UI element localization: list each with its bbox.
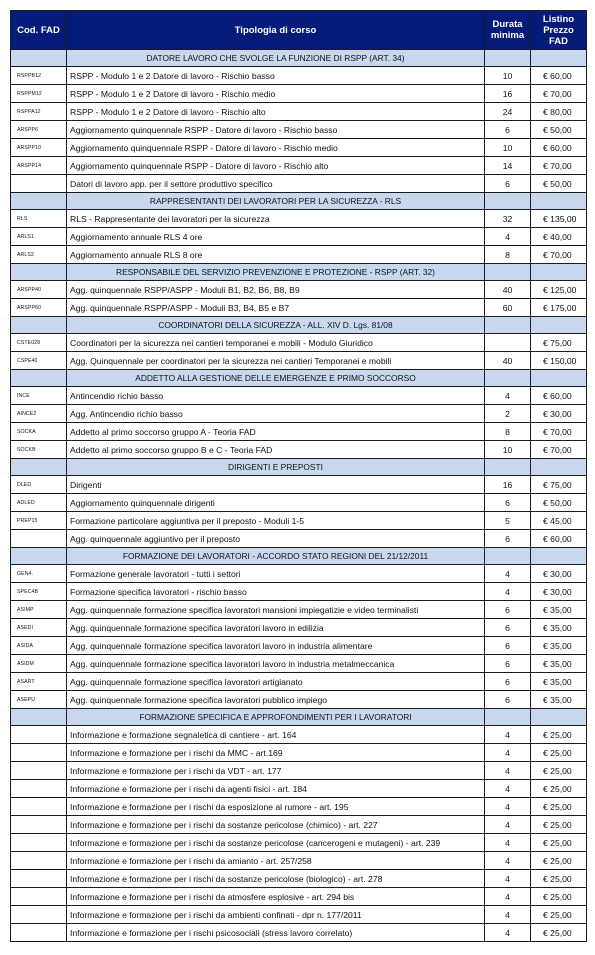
table-row: [11, 583, 587, 601]
course-price: € 25,00: [531, 816, 587, 834]
course-title: Informazione e formazione per i rischi da sostanze pericolose (biologico) - art. 278: [67, 870, 485, 888]
course-code: ARLS2: [11, 246, 67, 264]
course-price: € 25,00: [531, 762, 587, 780]
course-code: [11, 780, 67, 798]
course-title: Aggiornamento annuale RLS 8 ore: [67, 246, 485, 264]
course-price: € 150,00: [531, 352, 587, 370]
course-price: € 30,00: [531, 583, 587, 601]
course-title: Aggiornamento quinquennale RSPP - Datore di lavoro - Rischio medio: [67, 139, 485, 157]
table-row: [11, 441, 587, 459]
course-price: € 60,00: [531, 530, 587, 548]
table-row: [11, 246, 587, 264]
course-title: Agg. quinquennale RSPP/ASPP - Moduli B1, B2, B6, B8, B9: [67, 281, 485, 299]
table-row: [11, 157, 587, 175]
course-code: RLS: [11, 210, 67, 228]
course-title: Informazione e formazione per i rischi da esposizione al rumore - art. 195: [67, 798, 485, 816]
course-duration: 40: [485, 281, 531, 299]
table-row: [11, 619, 587, 637]
course-code: ASIDM: [11, 655, 67, 673]
course-code: [11, 906, 67, 924]
table-row: [11, 423, 587, 441]
course-price: € 60,00: [531, 387, 587, 405]
section-header-row: [11, 50, 587, 67]
course-price: € 25,00: [531, 870, 587, 888]
course-code: PREP15: [11, 512, 67, 530]
course-duration: 4: [485, 565, 531, 583]
course-code: ARSPP6: [11, 121, 67, 139]
section-blank-cell: [11, 548, 67, 565]
course-code: ARSPP14: [11, 157, 67, 175]
table-row: [11, 175, 587, 193]
course-code: ASIDA: [11, 637, 67, 655]
course-title: Aggiornamento quinquennale RSPP - Datore di lavoro - Rischio alto: [67, 157, 485, 175]
table-row: [11, 281, 587, 299]
course-title: Formazione generale lavoratori - tutti i settori: [67, 565, 485, 583]
course-price: € 35,00: [531, 691, 587, 709]
course-price: € 45,00: [531, 512, 587, 530]
course-duration: 6: [485, 691, 531, 709]
course-title: Agg. Antincendio richio basso: [67, 405, 485, 423]
course-title: Datori di lavoro app. per il settore produttivo specifico: [67, 175, 485, 193]
section-header-row: [11, 264, 587, 281]
section-title: FORMAZIONE DEI LAVORATORI - ACCORDO STATO REGIONI DEL 21/12/2011: [67, 548, 485, 565]
course-price: € 70,00: [531, 85, 587, 103]
course-duration: 4: [485, 387, 531, 405]
course-title: Agg. quinquennale RSPP/ASPP - Moduli B3, B4, B5 e B7: [67, 299, 485, 317]
course-duration: 4: [485, 744, 531, 762]
table-row: [11, 67, 587, 85]
course-duration: 6: [485, 175, 531, 193]
course-code: [11, 530, 67, 548]
section-blank-cell: [531, 193, 587, 210]
table-row: [11, 530, 587, 548]
course-code: [11, 798, 67, 816]
course-duration: 6: [485, 530, 531, 548]
course-title: Informazione e formazione per i rischi da ambienti confinati - dpr n. 177/2011: [67, 906, 485, 924]
table-body: [11, 50, 587, 942]
course-price: € 40,00: [531, 228, 587, 246]
section-blank-cell: [485, 370, 531, 387]
course-price: € 70,00: [531, 441, 587, 459]
course-duration: 4: [485, 816, 531, 834]
section-header-row: [11, 459, 587, 476]
course-code: [11, 816, 67, 834]
course-code: ADLED: [11, 494, 67, 512]
course-code: RSPPB12: [11, 67, 67, 85]
section-title: RESPONSABILE DEL SERVIZIO PREVENZIONE E PROTEZIONE - RSPP (ART. 32): [67, 264, 485, 281]
course-price: € 70,00: [531, 423, 587, 441]
course-duration: 16: [485, 85, 531, 103]
course-code: AINCE2: [11, 405, 67, 423]
table-row: [11, 405, 587, 423]
course-duration: 60: [485, 299, 531, 317]
course-code: [11, 744, 67, 762]
table-row: [11, 387, 587, 405]
course-duration: 24: [485, 103, 531, 121]
course-title: Informazione e formazione per i rischi da agenti fisici - art. 184: [67, 780, 485, 798]
section-header-row: [11, 548, 587, 565]
course-title: Coordinatori per la sicurezza nei cantieri temporanei e mobili - Modulo Giuridico: [67, 334, 485, 352]
table-row: [11, 228, 587, 246]
course-title: Informazione e formazione per i rischi da atmosfere esplosive - art. 294 bis: [67, 888, 485, 906]
course-title: Formazione particolare aggiuntiva per il preposto - Moduli 1-5: [67, 512, 485, 530]
course-price: € 75,00: [531, 334, 587, 352]
course-code: SOCKA: [11, 423, 67, 441]
table-row: [11, 103, 587, 121]
course-price: € 50,00: [531, 121, 587, 139]
course-duration: 40: [485, 352, 531, 370]
course-title: Agg. quinquennale formazione specifica lavoratori mansioni impiegatizie e video terminalisti: [67, 601, 485, 619]
course-code: ASART: [11, 673, 67, 691]
course-code: ARSPP10: [11, 139, 67, 157]
section-blank-cell: [531, 50, 587, 67]
course-title: RSPP - Modulo 1 e 2 Datore di lavoro - Rischio basso: [67, 67, 485, 85]
table-row: [11, 565, 587, 583]
course-price: € 50,00: [531, 175, 587, 193]
course-code: SPEC4B: [11, 583, 67, 601]
table-row: [11, 673, 587, 691]
course-title: Agg. Quinquennale per coordinatori per la sicurezza nei cantieri Temporanei e mobili: [67, 352, 485, 370]
course-code: ASIMP: [11, 601, 67, 619]
table-row: [11, 870, 587, 888]
course-price: € 35,00: [531, 655, 587, 673]
course-duration: 6: [485, 494, 531, 512]
course-code: ASEDI: [11, 619, 67, 637]
course-code: INCE: [11, 387, 67, 405]
course-code: [11, 924, 67, 942]
course-duration: 4: [485, 798, 531, 816]
course-duration: 14: [485, 157, 531, 175]
section-blank-cell: [485, 317, 531, 334]
course-code: [11, 762, 67, 780]
course-price: € 25,00: [531, 888, 587, 906]
course-title: Addetto al primo soccorso gruppo B e C - Teoria FAD: [67, 441, 485, 459]
table-row: [11, 655, 587, 673]
section-blank-cell: [531, 370, 587, 387]
course-price: € 30,00: [531, 405, 587, 423]
course-duration: 4: [485, 852, 531, 870]
course-code: [11, 870, 67, 888]
table-row: [11, 299, 587, 317]
table-row: [11, 476, 587, 494]
table-row: [11, 601, 587, 619]
section-blank-cell: [11, 459, 67, 476]
course-price: € 60,00: [531, 67, 587, 85]
course-title: Agg. quinquennale formazione specifica lavoratori pubblico impiego: [67, 691, 485, 709]
table-row: [11, 852, 587, 870]
course-price: € 25,00: [531, 924, 587, 942]
table-row: [11, 352, 587, 370]
course-code: [11, 726, 67, 744]
course-code: ARSPP40: [11, 281, 67, 299]
course-code: [11, 888, 67, 906]
table-row: [11, 85, 587, 103]
section-blank-cell: [11, 317, 67, 334]
section-blank-cell: [531, 459, 587, 476]
section-title: COORDINATORI DELLA SICUREZZA - ALL. XIV D. Lgs. 81/08: [67, 317, 485, 334]
course-duration: 6: [485, 655, 531, 673]
section-blank-cell: [531, 264, 587, 281]
section-blank-cell: [485, 193, 531, 210]
section-title: DATORE LAVORO CHE SVOLGE LA FUNZIONE DI RSPP (ART. 34): [67, 50, 485, 67]
course-title: Formazione specifica lavoratori - rischio basso: [67, 583, 485, 601]
course-price: € 50,00: [531, 494, 587, 512]
course-title: Agg. quinquennale formazione specifica lavoratori artigianato: [67, 673, 485, 691]
course-price: € 70,00: [531, 157, 587, 175]
course-code: [11, 175, 67, 193]
table-row: [11, 924, 587, 942]
course-code: GEN4.: [11, 565, 67, 583]
course-duration: 6: [485, 619, 531, 637]
table-row: [11, 121, 587, 139]
course-title: RLS - Rappresentante dei lavoratori per la sicurezza: [67, 210, 485, 228]
course-duration: [485, 334, 531, 352]
course-duration: 8: [485, 423, 531, 441]
course-duration: 6: [485, 121, 531, 139]
course-code: [11, 834, 67, 852]
course-price: € 60,00: [531, 139, 587, 157]
course-duration: 4: [485, 834, 531, 852]
course-duration: 10: [485, 67, 531, 85]
course-duration: 5: [485, 512, 531, 530]
course-title: Dirigenti: [67, 476, 485, 494]
course-duration: 6: [485, 673, 531, 691]
section-title: RAPPRESENTANTI DEI LAVORATORI PER LA SICUREZZA - RLS: [67, 193, 485, 210]
course-duration: 4: [485, 583, 531, 601]
course-title: Agg. quinquennale formazione specifica lavoratori lavoro in edilizia: [67, 619, 485, 637]
table-row: [11, 906, 587, 924]
course-price: € 35,00: [531, 637, 587, 655]
course-code: CSPE40: [11, 352, 67, 370]
table-row: [11, 334, 587, 352]
course-code: ARSPP60: [11, 299, 67, 317]
course-title: Agg. quinquennale formazione specifica lavoratori lavoro in industria metalmeccanica: [67, 655, 485, 673]
course-code: SOCKB: [11, 441, 67, 459]
table-row: [11, 691, 587, 709]
table-row: [11, 744, 587, 762]
course-title: RSPP - Modulo 1 e 2 Datore di lavoro - Rischio medio: [67, 85, 485, 103]
section-blank-cell: [485, 459, 531, 476]
course-title: Informazione e formazione per i rischi da sostanze pericolose (cancerogeni e mutageni) - art. 239: [67, 834, 485, 852]
course-duration: 16: [485, 476, 531, 494]
section-blank-cell: [485, 264, 531, 281]
course-title: Informazione e formazione per i rischi da sostanze pericolose (chimico) - art. 227: [67, 816, 485, 834]
course-price: € 25,00: [531, 852, 587, 870]
course-price-list: [10, 10, 586, 942]
course-title: Informazione e formazione per i rischi da MMC - art.169: [67, 744, 485, 762]
course-title: Agg. quinquennale aggiuntivo per il preposto: [67, 530, 485, 548]
section-blank-cell: [11, 709, 67, 726]
section-blank-cell: [485, 50, 531, 67]
course-code: CSTE028: [11, 334, 67, 352]
course-price: € 75,00: [531, 476, 587, 494]
course-code: RSPPM12: [11, 85, 67, 103]
table-row: [11, 780, 587, 798]
header-code: Cod. FAD: [11, 11, 67, 50]
table-row: [11, 637, 587, 655]
course-title: Informazione e formazione segnaletica di cantiere - art. 164: [67, 726, 485, 744]
course-duration: 4: [485, 888, 531, 906]
header-price: Listino Prezzo FAD: [531, 11, 587, 50]
course-code: [11, 852, 67, 870]
course-duration: 10: [485, 139, 531, 157]
course-duration: 6: [485, 637, 531, 655]
section-header-row: [11, 317, 587, 334]
course-code: ARLS1: [11, 228, 67, 246]
course-title: Informazione e formazione per i rischi da amianto - art. 257/258: [67, 852, 485, 870]
course-price: € 125,00: [531, 281, 587, 299]
course-title: Antincendio richio basso: [67, 387, 485, 405]
course-duration: 4: [485, 906, 531, 924]
course-code: ASEPU: [11, 691, 67, 709]
section-header-row: [11, 193, 587, 210]
header-row: [11, 11, 587, 50]
course-duration: 4: [485, 762, 531, 780]
section-title: ADDETTO ALLA GESTIONE DELLE EMERGENZE E PRIMO SOCCORSO: [67, 370, 485, 387]
table-row: [11, 834, 587, 852]
section-blank-cell: [531, 548, 587, 565]
course-price: € 70,00: [531, 246, 587, 264]
course-duration: 4: [485, 924, 531, 942]
table-row: [11, 139, 587, 157]
course-code: RSPPA12: [11, 103, 67, 121]
course-title: Aggiornamento quinquennale dirigenti: [67, 494, 485, 512]
course-duration: 4: [485, 870, 531, 888]
course-price: € 175,00: [531, 299, 587, 317]
course-price: € 35,00: [531, 619, 587, 637]
section-title: FORMAZIONE SPECIFICA E APPROFONDIMENTI PER I LAVORATORI: [67, 709, 485, 726]
course-title: RSPP - Modulo 1 e 2 Datore di lavoro - Rischio alto: [67, 103, 485, 121]
course-price: € 25,00: [531, 906, 587, 924]
course-price: € 135,00: [531, 210, 587, 228]
table-row: [11, 762, 587, 780]
course-duration: 2: [485, 405, 531, 423]
course-price: € 25,00: [531, 780, 587, 798]
table-row: [11, 512, 587, 530]
table-row: [11, 210, 587, 228]
section-blank-cell: [11, 193, 67, 210]
course-price: € 35,00: [531, 601, 587, 619]
section-blank-cell: [531, 709, 587, 726]
course-table: [10, 10, 587, 942]
table-row: [11, 798, 587, 816]
table-row: [11, 494, 587, 512]
section-blank-cell: [485, 709, 531, 726]
course-price: € 25,00: [531, 726, 587, 744]
header-title: Tipologia di corso: [67, 11, 485, 50]
course-duration: 32: [485, 210, 531, 228]
course-duration: 8: [485, 246, 531, 264]
course-duration: 6: [485, 601, 531, 619]
course-duration: 4: [485, 780, 531, 798]
course-price: € 25,00: [531, 798, 587, 816]
course-duration: 10: [485, 441, 531, 459]
course-price: € 25,00: [531, 744, 587, 762]
course-duration: 4: [485, 726, 531, 744]
section-blank-cell: [485, 548, 531, 565]
section-blank-cell: [531, 317, 587, 334]
table-row: [11, 726, 587, 744]
table-row: [11, 888, 587, 906]
course-price: € 80,00: [531, 103, 587, 121]
table-row: [11, 816, 587, 834]
section-blank-cell: [11, 50, 67, 67]
course-title: Addetto al primo soccorso gruppo A - Teoria FAD: [67, 423, 485, 441]
section-title: DIRIGENTI E PREPOSTI: [67, 459, 485, 476]
course-title: Aggiornamento annuale RLS 4 ore: [67, 228, 485, 246]
course-title: Informazione e formazione per i rischi da VDT - art. 177: [67, 762, 485, 780]
course-duration: 4: [485, 228, 531, 246]
course-title: Informazione e formazione per i rischi psicosociali (stress lavoro correlato): [67, 924, 485, 942]
header-duration: Durata minima: [485, 11, 531, 50]
course-title: Agg. quinquennale formazione specifica lavoratori lavoro in industria alimentare: [67, 637, 485, 655]
course-price: € 35,00: [531, 673, 587, 691]
section-blank-cell: [11, 370, 67, 387]
course-code: DLED: [11, 476, 67, 494]
section-header-row: [11, 709, 587, 726]
course-title: Aggiornamento quinquennale RSPP - Datore di lavoro - Rischio basso: [67, 121, 485, 139]
section-header-row: [11, 370, 587, 387]
course-price: € 25,00: [531, 834, 587, 852]
section-blank-cell: [11, 264, 67, 281]
course-price: € 30,00: [531, 565, 587, 583]
